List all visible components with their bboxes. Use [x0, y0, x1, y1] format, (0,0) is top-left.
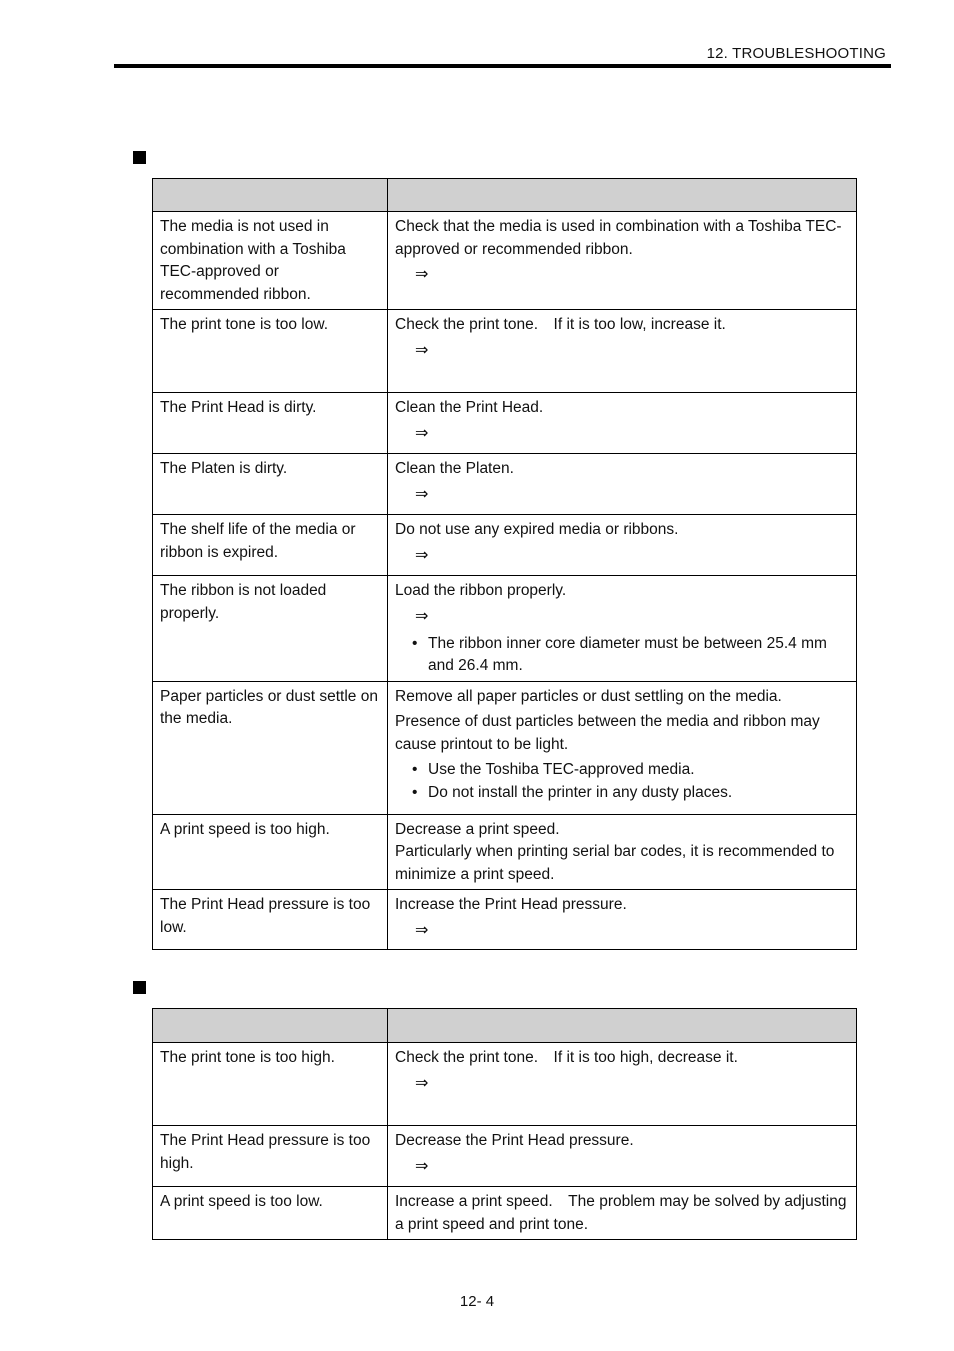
page-header-title: 12. TROUBLESHOOTING — [706, 45, 886, 62]
troubleshooting-table-faint-print — [152, 178, 857, 950]
solution-cell — [388, 681, 857, 814]
note-item: • Do not install the printer in any dusty places. — [395, 782, 849, 805]
table-row — [153, 1187, 857, 1240]
reference-arrow-icon: ⇒ — [415, 921, 429, 939]
table-header-solution — [388, 1009, 857, 1043]
table-row — [153, 1126, 857, 1187]
solution-text-detail: Particularly when printing serial bar codes, it is recommended to minimize a print speed. — [395, 843, 835, 883]
table-row — [153, 212, 857, 310]
solution-text: Decrease a print speed. — [395, 820, 560, 838]
cause-cell: The shelf life of the media or ribbon is expired. — [153, 515, 388, 576]
solution-text: Load the ribbon properly. — [395, 582, 567, 599]
solution-text: Check the print tone. If it is too high, decrease it. — [395, 1049, 738, 1066]
solution-cell — [388, 814, 857, 890]
cause-cell: The ribbon is not loaded properly. — [153, 576, 388, 682]
solution-cell — [388, 454, 857, 515]
solution-cell — [388, 212, 857, 310]
table-row — [153, 576, 857, 682]
cause-cell: The media is not used in combination with a Toshiba TEC-approved or recommended ribbon. — [153, 212, 388, 310]
table-header-cause — [153, 179, 388, 212]
reference-arrow-icon: ⇒ — [415, 1157, 429, 1175]
note-list — [395, 633, 849, 678]
solution-text: Check the print tone. If it is too low, increase it. — [395, 316, 726, 333]
table-row — [153, 814, 857, 890]
solution-cell — [388, 576, 857, 682]
cause-cell: A print speed is too high. — [153, 814, 388, 890]
solution-cell — [388, 393, 857, 454]
solution-text: Remove all paper particles or dust settling on the media. — [395, 687, 782, 705]
page-number: 12- 4 — [459, 1293, 495, 1310]
cause-cell: The Print Head pressure is too high. — [153, 1126, 388, 1187]
table-header-cause — [153, 1009, 388, 1043]
solution-text: Increase the Print Head pressure. — [395, 896, 627, 913]
solution-cell — [388, 890, 857, 950]
solution-cell — [388, 515, 857, 576]
solution-cell — [388, 310, 857, 393]
solution-text: Clean the Print Head. — [395, 399, 544, 416]
troubleshooting-table-dark-print — [152, 1008, 857, 1240]
solution-cell — [388, 1126, 857, 1187]
table-row — [153, 681, 857, 814]
table-row — [153, 393, 857, 454]
table-header-solution — [388, 179, 857, 212]
solution-cell — [388, 1043, 857, 1126]
reference-arrow-icon: ⇒ — [415, 485, 429, 503]
cause-cell: A print speed is too low. — [153, 1187, 388, 1240]
reference-arrow-icon: ⇒ — [415, 1074, 429, 1092]
table-row — [153, 1043, 857, 1126]
cause-cell: The Print Head is dirty. — [153, 393, 388, 454]
cause-cell: The Print Head pressure is too low. — [153, 890, 388, 950]
note-item: • The ribbon inner core diameter must be between 25.4 mm and 26.4 mm. — [395, 633, 849, 678]
reference-arrow-icon: ⇒ — [415, 546, 429, 564]
solution-cell — [388, 1187, 857, 1240]
cause-cell: Paper particles or dust settle on the media. — [153, 681, 388, 814]
note-list — [395, 759, 849, 804]
solution-text: Clean the Platen. — [395, 460, 514, 477]
table-row — [153, 454, 857, 515]
table-header-row — [153, 1009, 857, 1043]
solution-text-detail: Presence of dust particles between the media and ribbon may cause printout to be light. — [395, 713, 820, 753]
reference-arrow-icon: ⇒ — [415, 341, 429, 359]
cause-cell: The print tone is too high. — [153, 1043, 388, 1126]
table-row — [153, 515, 857, 576]
reference-arrow-icon: ⇒ — [415, 266, 429, 283]
note-item: • Use the Toshiba TEC-approved media. — [395, 759, 849, 782]
solution-text: Check that the media is used in combination with a Toshiba TEC-approved or recommended ribbon. — [395, 218, 842, 258]
solution-text: Do not use any expired media or ribbons. — [395, 521, 679, 538]
solution-text: Decrease the Print Head pressure. — [395, 1132, 634, 1149]
section-bullet-square — [133, 981, 146, 994]
solution-text: Increase a print speed. The problem may be solved by adjusting a print speed and print tone. — [395, 1193, 847, 1233]
table-row — [153, 310, 857, 393]
section-bullet-square — [133, 151, 146, 164]
table-header-row — [153, 179, 857, 212]
header-rule — [114, 64, 891, 68]
reference-arrow-icon: ⇒ — [415, 607, 429, 625]
reference-arrow-icon: ⇒ — [415, 424, 429, 442]
cause-cell: The print tone is too low. — [153, 310, 388, 393]
cause-cell: The Platen is dirty. — [153, 454, 388, 515]
table-row — [153, 890, 857, 950]
